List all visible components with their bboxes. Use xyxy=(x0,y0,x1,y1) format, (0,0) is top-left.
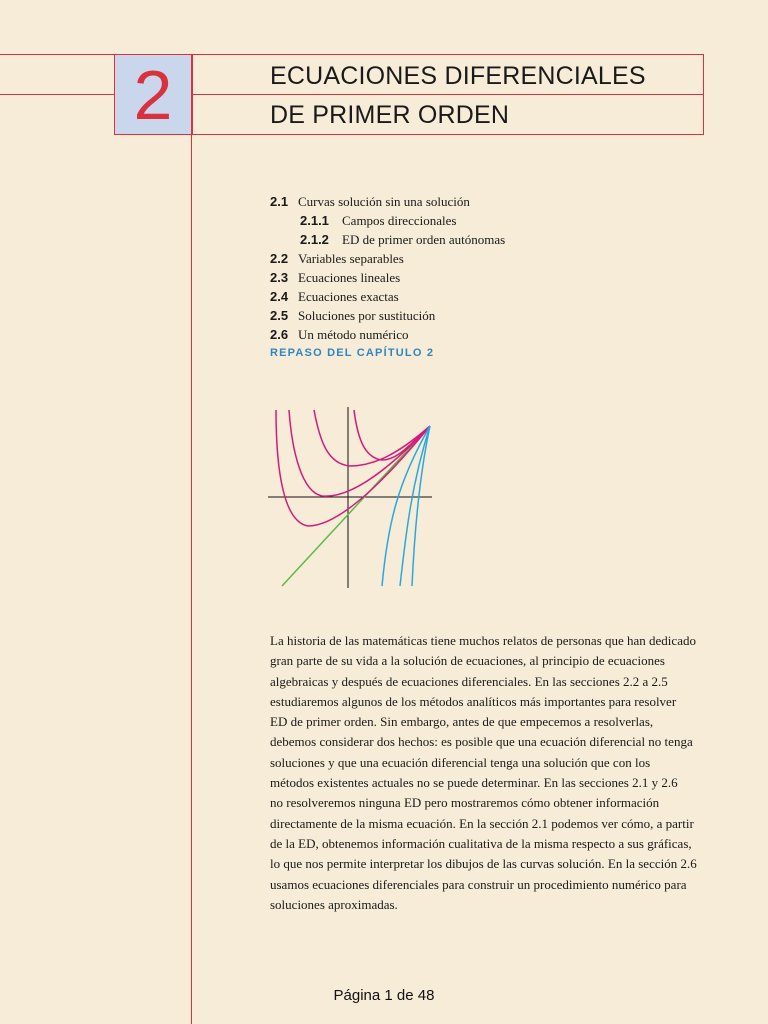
chapter-number-box xyxy=(114,54,192,135)
toc-number: 2.4 xyxy=(270,289,289,304)
paragraph-line: métodos existentes actuales no se puede determinar. En las secciones 2.1 y 2.6 xyxy=(270,775,678,791)
solution-curve xyxy=(314,410,430,466)
toc-number: 2.5 xyxy=(270,308,289,323)
toc-number: 2.2 xyxy=(270,251,289,266)
paragraph-line: La historia de las matemáticas tiene muchos relatos de personas que han dedicado xyxy=(270,633,696,648)
intro-paragraph xyxy=(270,631,710,915)
paragraph-line: estudiaremos algunos de los métodos analíticos más importantes para resolver xyxy=(270,693,677,709)
toc-number: 2.1.2 xyxy=(300,232,329,247)
toc-text: Un método numérico xyxy=(298,327,409,342)
toc-item[interactable] xyxy=(270,270,400,286)
paragraph-line: de la ED, obtenemos información cualitativa de la misma respecto a sus gráficas, xyxy=(270,835,692,851)
solution-curve xyxy=(412,426,430,586)
paragraph-line: directamente de la misma ecuación. En la sección 2.1 podemos ver cómo, a partir xyxy=(270,815,694,831)
paragraph-line: no resolveremos ninguna ED pero mostraremos cómo obtener información xyxy=(270,795,660,811)
paragraph-line: lo que nos permite interpretar los dibujos de las curvas solución. En la sección 2.6 xyxy=(270,856,697,872)
toc-item[interactable] xyxy=(270,194,470,210)
toc-text: Campos direccionales xyxy=(342,213,457,228)
paragraph-line: ED de primer orden. Sin embargo, antes de que empecemos a resolverlas, xyxy=(270,714,654,730)
toc-item[interactable] xyxy=(300,232,505,248)
toc-text: Ecuaciones lineales xyxy=(298,270,401,285)
asymptote-line xyxy=(282,426,430,586)
toc-text: Ecuaciones exactas xyxy=(298,289,399,304)
paragraph-line: debemos considerar dos hechos: es posible que una ecuación diferencial no tenga xyxy=(270,734,693,750)
header-top-rule xyxy=(0,54,114,55)
chapter-number: 2 xyxy=(133,55,173,134)
toc-number: 2.1 xyxy=(270,194,289,209)
paragraph-line: gran parte de su vida a la solución de ecuaciones, al principio de ecuaciones xyxy=(270,653,665,669)
toc-item[interactable] xyxy=(270,327,408,343)
solution-curve xyxy=(289,410,430,496)
solution-curves-figure xyxy=(262,402,437,592)
margin-rule xyxy=(191,135,192,1024)
toc-number: 2.1.1 xyxy=(300,213,329,228)
chapter-title-line1: ECUACIONES DIFERENCIALES xyxy=(270,62,646,90)
toc-item[interactable] xyxy=(270,308,435,324)
toc-text: Curvas solución sin una solución xyxy=(298,194,470,209)
header-mid-rule xyxy=(0,94,114,95)
toc-number: 2.3 xyxy=(270,270,289,285)
paragraph-line: soluciones y que una ecuación diferencial tenga una solución que con los xyxy=(270,754,651,770)
page-indicator: Página 1 de 48 xyxy=(333,987,435,1004)
toc-number: 2.6 xyxy=(270,327,289,342)
toc-text: ED de primer orden autónomas xyxy=(342,232,506,247)
toc-text: Variables separables xyxy=(298,251,404,266)
title-divider xyxy=(193,94,703,95)
toc-item[interactable] xyxy=(270,289,399,305)
chapter-title-box xyxy=(192,54,704,135)
chapter-title-line2: DE PRIMER ORDEN xyxy=(270,101,510,129)
chapter-review-link[interactable]: REPASO DEL CAPÍTULO 2 xyxy=(270,347,435,359)
paragraph-line: algebraicas y después de ecuaciones diferenciales. En las secciones 2.2 a 2.5 xyxy=(270,673,668,689)
toc-item[interactable] xyxy=(300,213,456,229)
paragraph-line: usamos ecuaciones diferenciales para construir un procedimiento numérico para xyxy=(270,876,687,892)
toc-item[interactable] xyxy=(270,251,404,267)
paragraph-line: soluciones aproximadas. xyxy=(270,896,398,912)
toc-text: Soluciones por sustitución xyxy=(298,308,436,323)
